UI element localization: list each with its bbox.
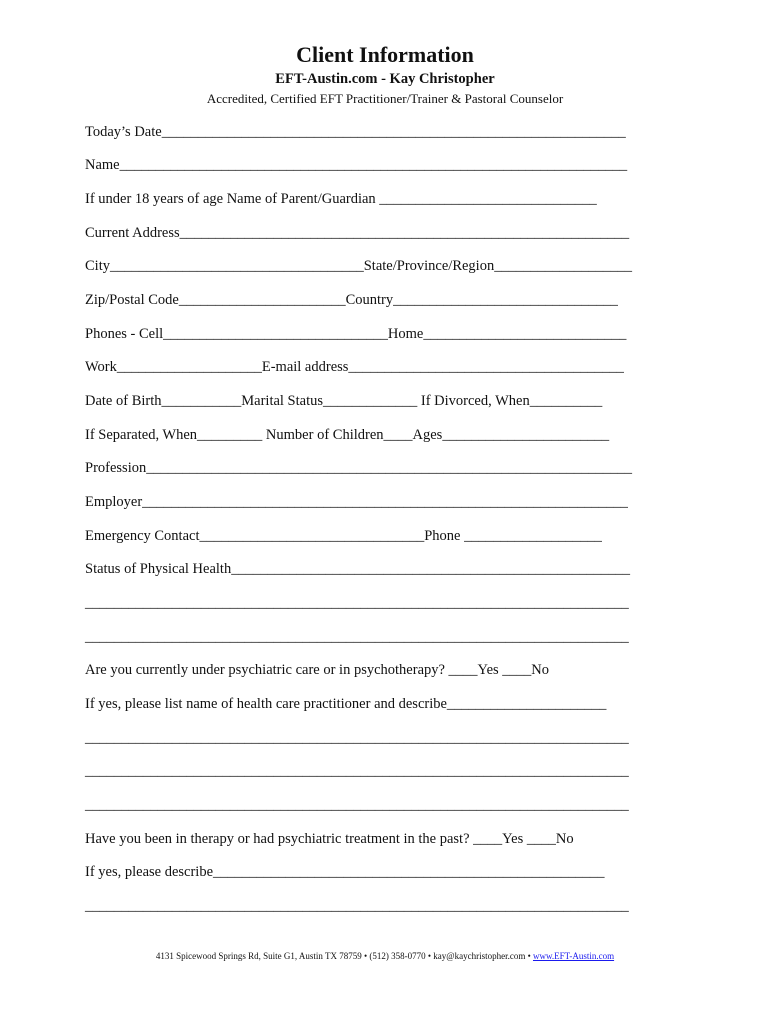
zip-country-field[interactable]: Zip/Postal Code_______________________Country_______________________________ — [85, 292, 618, 308]
footer-contact: 4131 Spicewood Springs Rd, Suite G1, Austin TX 78759 • (512) 358-0770 • kay@kaychristopher.com • — [155, 951, 533, 961]
birth-marital-field[interactable]: Date of Birth___________Marital Status_____________ If Divorced, When__________ — [85, 393, 603, 409]
past-therapy-describe-field[interactable]: If yes, please describe______________________________________________________ — [85, 864, 605, 880]
page-title: Client Information — [296, 42, 474, 67]
practitioner-line-2[interactable]: ___________________________________________________________________________ — [85, 730, 629, 746]
past-therapy-question[interactable]: Have you been in therapy or had psychiatric treatment in the past? ____Yes ____No — [85, 831, 574, 847]
separated-children-field[interactable]: If Separated, When_________ Number of Children____Ages_______________________ — [85, 427, 610, 443]
todays-date-field[interactable]: Today’s Date________________________________________________________________ — [85, 124, 626, 140]
name-field[interactable]: Name______________________________________________________________________ — [85, 157, 628, 173]
past-therapy-line-2[interactable]: ___________________________________________________________________________ — [85, 898, 629, 914]
physical-health-line-3[interactable]: ___________________________________________________________________________ — [85, 629, 629, 645]
practitioner-describe-field[interactable]: If yes, please list name of health care practitioner and describe______________________ — [85, 696, 607, 712]
work-email-field[interactable]: Work____________________E-mail address______________________________________ — [85, 359, 624, 375]
credentials-tagline: Accredited, Certified EFT Practitioner/Trainer & Pastoral Counselor — [206, 91, 564, 106]
practitioner-name: EFT-Austin.com - Kay Christopher — [275, 71, 495, 87]
physical-health-field[interactable]: Status of Physical Health_______________________________________________________ — [85, 561, 630, 577]
practitioner-line-4[interactable]: ___________________________________________________________________________ — [85, 797, 629, 813]
city-state-field[interactable]: City___________________________________State/Province/Region___________________ — [85, 258, 632, 274]
parent-guardian-field[interactable]: If under 18 years of age Name of Parent/Guardian ______________________________ — [85, 191, 597, 207]
website-link[interactable]: www.EFT-Austin.com — [532, 951, 615, 961]
footer — [0, 951, 770, 961]
profession-field[interactable]: Profession___________________________________________________________________ — [85, 460, 632, 476]
psychiatric-care-question[interactable]: Are you currently under psychiatric care or in psychotherapy? ____Yes ____No — [85, 662, 550, 678]
emergency-contact-field[interactable]: Emergency Contact_______________________________Phone ___________________ — [85, 528, 602, 544]
phones-field[interactable]: Phones - Cell_______________________________Home____________________________ — [85, 326, 627, 342]
employer-field[interactable]: Employer___________________________________________________________________ — [85, 494, 628, 510]
physical-health-line-2[interactable]: ___________________________________________________________________________ — [85, 595, 629, 611]
current-address-field[interactable]: Current Address______________________________________________________________ — [85, 225, 630, 241]
practitioner-line-3[interactable]: ___________________________________________________________________________ — [85, 763, 629, 779]
